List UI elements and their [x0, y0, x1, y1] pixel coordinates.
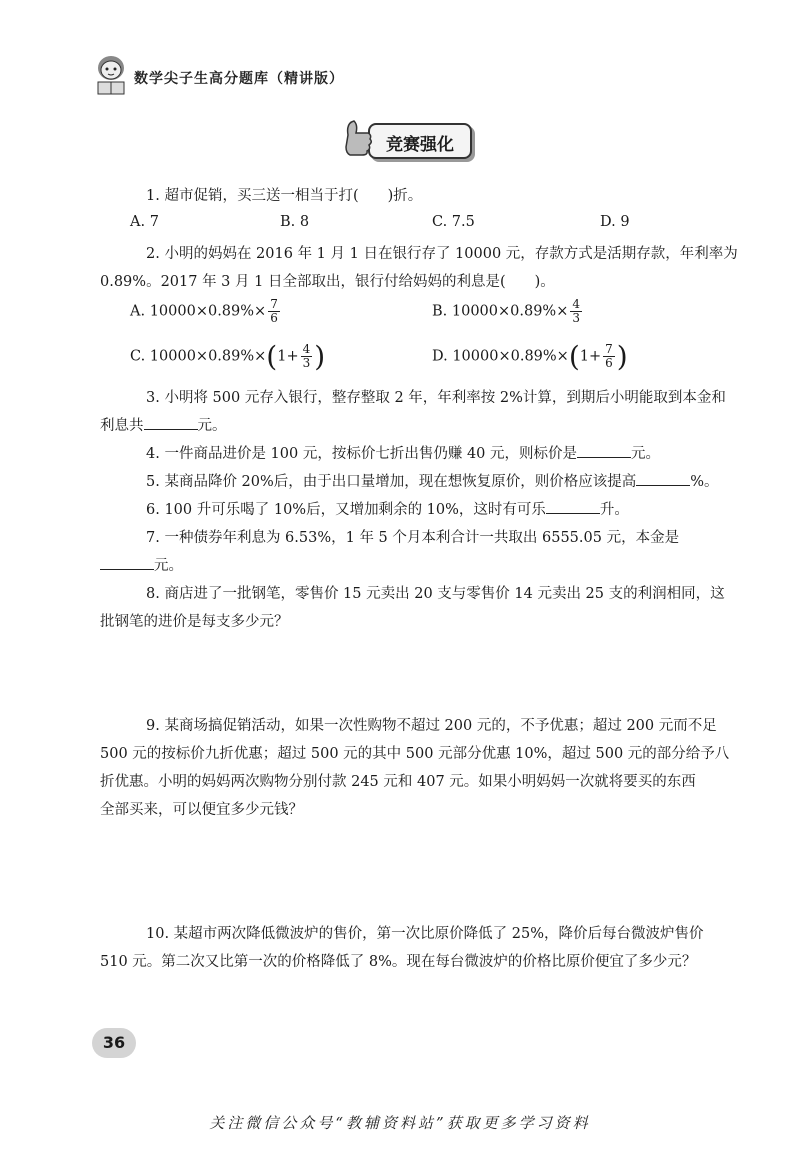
q2-option-b-prefix: B. 10000×0.89%×	[432, 303, 569, 320]
q2-option-b	[432, 298, 584, 325]
fraction-numerator: 4	[572, 297, 581, 311]
q9-line-1: 9. 某商场搞促销活动，如果一次性购物不超过 200 元的，不予优惠；超过 200 元而不足	[146, 718, 717, 734]
q5-question: 5. 某商品降价 20%后，由于出口量增加，现在想恢复原价，则价格应该提高	[146, 474, 637, 490]
answer-blank	[546, 499, 600, 514]
section-banner	[340, 115, 470, 157]
q2-option-d-fraction	[603, 343, 615, 370]
q8-line-2: 批钢笔的进价是每支多少元？	[100, 614, 289, 630]
q2-line-1: 2. 小明的妈妈在 2016 年 1 月 1 日在银行存了 10000 元，存款方式是活期存款，年利率为	[146, 246, 738, 262]
page-header	[92, 52, 392, 102]
q2-line-2: 0.89%。2017 年 3 月 1 日全部取出，银行付给妈妈的利息是( )。	[100, 274, 555, 290]
section-title: 竞赛强化	[386, 135, 454, 155]
q10-line-2: 510 元。第二次又比第一次的价格降低了 8%。现在每台微波炉的价格比原价便宜了多少元？	[100, 954, 697, 970]
fraction-numerator: 7	[605, 342, 613, 356]
q4-text	[146, 442, 660, 463]
q2-option-a	[130, 298, 282, 325]
mascot-reading-icon	[92, 52, 130, 98]
q2-option-c-fraction	[301, 343, 313, 370]
q1-option-a: A. 7	[130, 214, 159, 230]
fraction-denominator: 6	[605, 356, 613, 370]
q7-line-1: 7. 一种债券年利息为 6.53%，1 年 5 个月本利合计一共取出 6555.05 元，本金是	[146, 530, 680, 546]
page-number: 36	[92, 1028, 136, 1058]
q6-question: 6. 100 升可乐喝了 10%后，又增加剩余的 10%，这时有可乐	[146, 502, 546, 518]
q6-unit: 升。	[599, 502, 629, 518]
q5-text	[146, 470, 719, 491]
footer-note: 关注微信公众号“教辅资料站”获取更多学习资料	[209, 1114, 591, 1132]
q7-unit: 元。	[154, 558, 183, 574]
fraction-denominator: 3	[302, 356, 311, 370]
fraction-denominator: 6	[270, 311, 278, 325]
q1-option-c: C. 7.5	[432, 214, 475, 230]
q9-line-2: 500 元的按标价九折优惠；超过 500 元的其中 500 元部分优惠 10%，超过 500 元的部分给予八	[100, 746, 730, 762]
answer-blank	[577, 443, 631, 458]
fraction-numerator: 7	[270, 297, 278, 311]
q2-option-c-prefix: C. 10000×0.89%×	[130, 348, 267, 365]
q8-line-1: 8. 商店进了一批钢笔，零售价 15 元卖出 20 支与零售价 14 元卖出 25 支的利润相同，这	[146, 586, 725, 602]
q2-option-b-fraction	[570, 298, 582, 325]
thumbs-up-icon	[340, 115, 380, 159]
q2-option-d: D. 10000×0.89%×(1+ $\frac{7}{6}$ )	[432, 340, 628, 373]
fraction-denominator: 3	[572, 311, 581, 325]
q6-text	[146, 498, 629, 519]
book-title: 数学尖子生高分题库（精讲版）	[134, 71, 344, 87]
answer-blank	[636, 471, 690, 486]
q3-line-2	[100, 414, 227, 435]
q3-line-2-text: 利息共	[100, 418, 144, 434]
q3-line-2-unit: 元。	[197, 418, 227, 434]
q9-line-3: 折优惠。小明的妈妈两次购物分别付款 245 元和 407 元。如果小明妈妈一次就将要买的东西	[100, 774, 696, 790]
q2-option-a-prefix: A. 10000×0.89%×	[130, 303, 267, 320]
q5-unit: %。	[690, 474, 719, 490]
q2-option-d-mid: 1+	[579, 348, 602, 365]
q2-option-a-fraction	[268, 298, 280, 325]
q1-option-b: B. 8	[280, 214, 310, 230]
q2-option-c: C. 10000×0.89%×(1+ $\frac{4}{3}$ )	[130, 340, 326, 373]
answer-blank	[100, 555, 154, 570]
q2-option-c-mid: 1+	[277, 348, 299, 365]
q10-line-1: 10. 某超市两次降低微波炉的售价，第一次比原价降低了 25%，降价后每台微波炉售价	[146, 926, 704, 942]
section-title-box	[368, 123, 472, 159]
q7-line-2	[100, 554, 183, 575]
q3-line-1: 3. 小明将 500 元存入银行，整存整取 2 年，年利率按 2%计算，到期后小明能取到本金和	[146, 390, 726, 406]
q4-question: 4. 一件商品进价是 100 元，按标价七折出售仍赚 40 元，则标价是	[146, 446, 578, 462]
q1-option-d: D. 9	[600, 214, 630, 230]
fraction-numerator: 4	[302, 342, 311, 356]
q4-unit: 元。	[631, 446, 661, 462]
q2-option-d-prefix: D. 10000×0.89%×	[432, 348, 569, 365]
q1-text: 1. 超市促销，买三送一相当于打( )折。	[146, 188, 423, 204]
answer-blank	[144, 415, 198, 430]
q9-line-4: 全部买来，可以便宜多少元钱？	[100, 802, 303, 818]
